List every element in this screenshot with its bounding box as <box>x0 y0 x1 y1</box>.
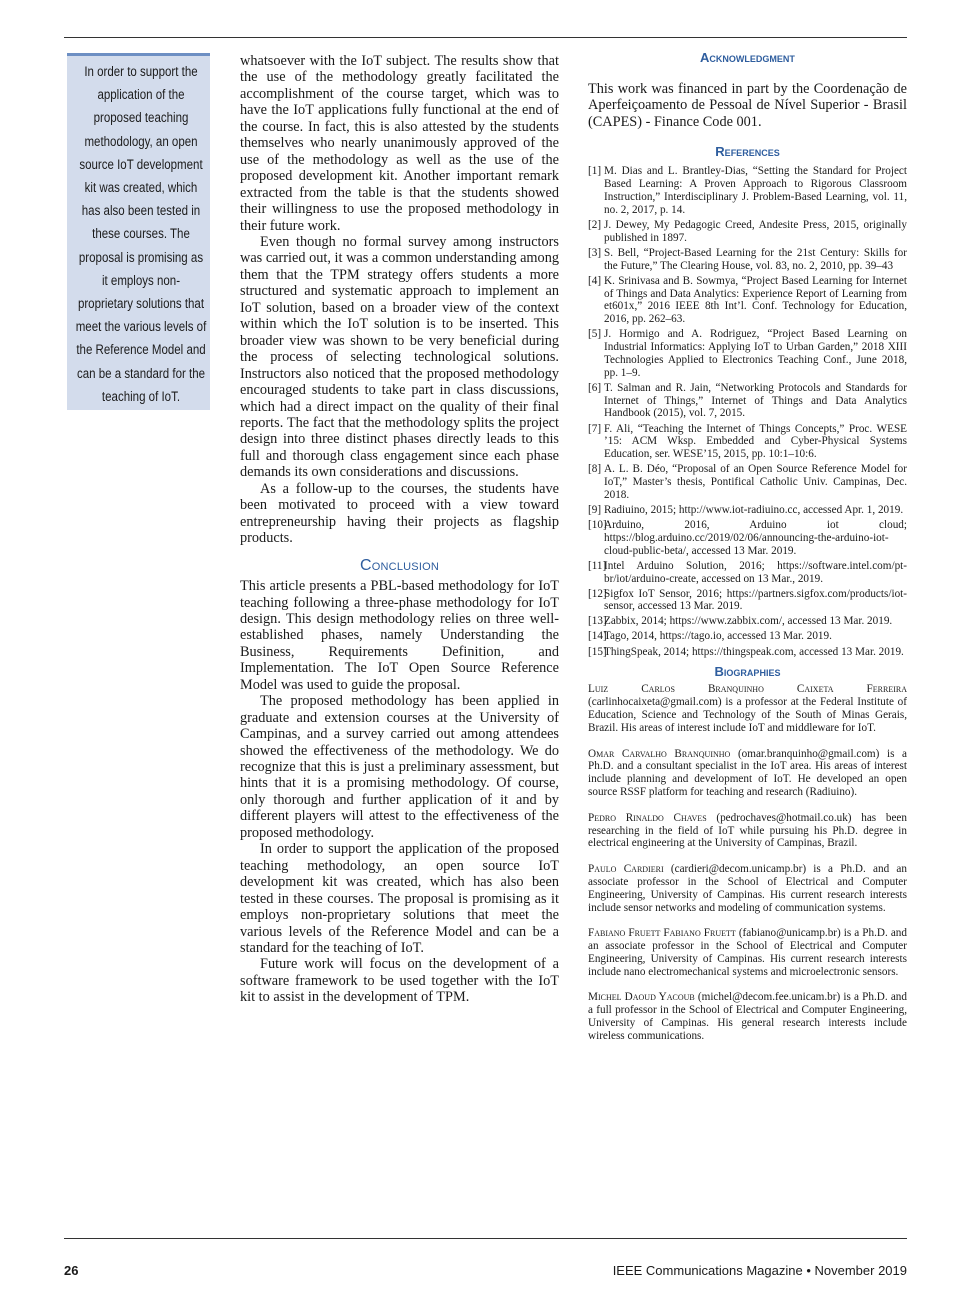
reference-item <box>588 219 907 245</box>
reference-text: Radiuino, 2015; http://www.iot-radiuino.cc, accessed Apr. 1, 2019. <box>604 503 904 516</box>
author-name: Pedro Rinaldo Chaves <box>588 811 707 824</box>
reference-number: [9] <box>588 503 602 516</box>
reference-text: A. L. B. Déo, “Proposal of an Open Source Reference Model for IoT,” Master’s thesis, Pontifical Catholic Univ. Campinas, Dec. 2018. <box>604 463 907 501</box>
reference-item <box>588 646 907 659</box>
body-paragraph: In order to support the application of the proposed teaching methodology, an open source IoT development kit was created, which has also been tested in these courses. The proposal is promising as it employs non-proprietary solutions that meet the various levels of the Reference Model and can be a standard for the teaching of IoT. <box>240 841 559 957</box>
reference-item <box>588 328 907 379</box>
biography-text: (carlinhocaixeta@gmail.com) is a professor at the Federal Institute of Education, Science and Technology of the South of Minas Gerais, Brazil. His areas of interest include IoT and middleware for IoT. <box>588 696 907 734</box>
biography-entry <box>588 683 907 734</box>
body-paragraph: Even though no formal survey among instructors was carried out, it was a common understanding among them that the TPM strategy offers students a more structured and systematic approach to implement an IoT solution, based on a broader view of the context within which the IoT solution is to be inserted. This broader view was shown to be very beneficial during the process of selecting technological solutions. Instructors also noticed that the proposed methodology encouraged students to take part in class discussions, which had a direct impact on the quality of their final reports. The fact that the methodology splits the project design into three distinct phases directly leads to this full and thorough class engagement since each phase demands its own considerations and discussions. <box>240 233 559 481</box>
author-name: Luiz Carlos Branquinho Caixeta Ferreira <box>588 683 907 696</box>
body-paragraph: Future work will focus on the development of a software framework to be used together with the IoT kit to assist in the development of TPM. <box>240 956 559 1006</box>
page-number: 26 <box>64 1263 79 1278</box>
reference-number: [14] <box>588 630 607 643</box>
biography-entry <box>588 748 907 799</box>
reference-item <box>588 504 907 517</box>
magazine-footer: IEEE Communications Magazine • November 2019 <box>612 1263 907 1278</box>
reference-text: J. Dewey, My Pedagogic Creed, Andesite Press, 2015, originally published in 1897. <box>604 218 907 244</box>
reference-text: Sigfox IoT Sensor, 2016; https://partners.sigfox.com/products/iot-sensor, accessed 13 Mar. 2019. <box>604 587 907 613</box>
reference-text: Zabbix, 2014; https://www.zabbix.com/, accessed 13 Mar. 2019. <box>604 615 893 628</box>
biography-text: (pedrochaves@hotmail.co.uk) has been researching in the field of IoT while pursuing his Ph.D. degree in electrical engineering at the University of Campinas, Brazil. <box>588 811 907 850</box>
reference-text: M. Dias and L. Brantley-Dias, “Setting the Standard for Project Based Learning: A Proven Approach to Rigorous Classroom Instruction,” Interdisciplinary J. Problem-Based Learning, vol. 11, no. 2, 2017, p. 14. <box>604 165 907 216</box>
reference-number: [8] <box>588 463 602 476</box>
reference-item <box>588 165 907 216</box>
reference-text: T. Salman and R. Jain, “Networking Protocols and Standards for Internet of Things,” Internet of Things and Data Analytics Handbook (2015), vol. 7, 2015. <box>604 381 907 420</box>
bottom-rule <box>64 1238 907 1239</box>
reference-number: [13] <box>588 615 607 628</box>
reference-list <box>588 165 907 658</box>
acknowledgment-text: This work was financed in part by the Coordenação de Aperfeiçoamento de Pessoal de Nível Superior - Brasil (CAPES) - Finance Code 001. <box>588 81 907 130</box>
reference-number: [2] <box>588 218 602 231</box>
reference-number: [1] <box>588 165 602 178</box>
author-name: Michel Daoud Yacoub <box>588 991 695 1004</box>
reference-number: [10] <box>588 518 607 531</box>
biography-text: (omar.branquinho@gmail.com) is a Ph.D. and a consultant specialist in the IoT area. His areas of interest include planning and development of IoT. He developed an open source RSSF platform for teaching and research (Radiuino). <box>588 747 907 799</box>
pull-quote-box <box>67 53 210 410</box>
reference-number: [5] <box>588 328 602 341</box>
author-name: Omar Carvalho Branquinho <box>588 747 731 760</box>
reference-item <box>588 630 907 643</box>
references-heading: References <box>715 144 780 160</box>
biography-entry <box>588 991 907 1042</box>
main-text-column <box>240 53 559 1006</box>
biography-entry <box>588 863 907 914</box>
right-column <box>588 50 907 1056</box>
body-paragraph: The proposed methodology has been applied in graduate and extension courses at the University of Campinas, and a survey carried out among attendees showed the effectiveness of the methodology. We do recognize that this is just a preliminary assessment, but hints that it is a promising methodology. Of course, only thorough and further application of it and by different players will attest to the effectiveness of the proposed methodology. <box>240 693 559 841</box>
body-paragraph: This article presents a PBL-based methodology for IoT teaching following a three-phase methodology for IoT design. This design methodology relies on three well-established phases, namely Understanding the Business, Requirements Definition, and Implementation. The IoT Open Source Reference Model was used to guide the proposal. <box>240 578 559 693</box>
biography-list <box>588 683 907 1042</box>
conclusion-heading: Conclusion <box>360 556 439 574</box>
reference-item <box>588 423 907 462</box>
reference-number: [3] <box>588 246 602 259</box>
reference-text: Intel Arduino Solution, 2016; https://software.intel.com/pt-br/iot/arduino-create, accessed on 13 Mar., 2019. <box>604 559 907 585</box>
reference-item <box>588 463 907 502</box>
reference-number: [4] <box>588 274 602 287</box>
reference-item <box>588 247 907 273</box>
biography-text: (cardieri@decom.unicamp.br) is a Ph.D. and an associate professor in the School of Electrical and Computer Engineering, University of Campinas. His current research interests include sensor networks and modeling of communication systems. <box>588 863 907 914</box>
author-name: Paulo Cardieri <box>588 863 664 876</box>
reference-item <box>588 560 907 586</box>
top-rule <box>64 37 907 38</box>
reference-item <box>588 519 907 558</box>
author-name: Fabiano Fruett Fabiano Fruett <box>588 927 736 940</box>
acknowledgment-heading: Acknowledgment <box>700 50 795 65</box>
body-paragraph: whatsoever with the IoT subject. The results show that the use of the methodology greatly facilitated the accomplishment of the course target, which was to have the IoT applications fully functional at the end of the course. In fact, this is also attested by the students themselves who nearly unanimously approved of the use of the methodology as well as the use of the proposed development kit. Another important remark extracted from the table is that the students showed their willingness to use the proposed methodology in their future work. <box>240 53 559 234</box>
reference-number: [7] <box>588 422 602 435</box>
body-paragraph: As a follow-up to the courses, the students have been motivated to proceed with a view toward entrepreneurship having their projects as flagship products. <box>240 480 559 547</box>
reference-item <box>588 588 907 614</box>
pull-quote-text: In order to support the application of the proposed teaching methodology, an open source IoT development kit was created, which has also been tested in these courses. The proposal is promising as it employs non-proprietary solutions that meet the various levels of the Reference Model and can be a standard for the teaching of IoT. <box>75 64 207 404</box>
biography-text: (michel@decom.fee.unicam.br) is a Ph.D. and a full professor in the School of Electrical and Computer Engineering, University of Campinas. His general research interests include wireless communications. <box>588 991 907 1042</box>
reference-item <box>588 382 907 421</box>
biographies-heading: Biographies <box>714 664 781 680</box>
reference-text: F. Ali, “Teaching the Internet of Things Concepts,” Proc. WESE ’15: ACM Wksp. Embedded and Cyber-Physical Systems Education, ser. WESE’15, 2015, pp. 10:1–10:6. <box>604 422 907 461</box>
reference-number: [12] <box>588 587 607 600</box>
reference-text: S. Bell, “Project-Based Learning for the 21st Century: Skills for the Future,” The Clearing House, vol. 83, no. 2, 2010, pp. 39–43 <box>604 246 907 272</box>
reference-number: [11] <box>588 559 607 572</box>
reference-number: [6] <box>588 381 602 394</box>
reference-text: Tago, 2014, https://tago.io, accessed 13 Mar. 2019. <box>604 630 832 643</box>
biography-entry <box>588 927 907 978</box>
reference-number: [15] <box>588 645 607 658</box>
reference-text: ThingSpeak, 2014; https://thingspeak.com, accessed 13 Mar. 2019. <box>604 645 904 658</box>
biography-text: (fabiano@unicamp.br) is a Ph.D. and an associate professor in the School of Electrical and Computer Engineering, University of Campinas. His current research interests include nano electromechanical systems and microelectronic sensors. <box>588 927 907 978</box>
reference-text: Arduino, 2016, Arduino iot cloud; https://blog.arduino.cc/2019/02/06/announcing-the-arduino-iot-cloud-public-beta/, accessed 13 Mar. 2019. <box>604 518 907 557</box>
reference-item <box>588 275 907 326</box>
reference-item <box>588 615 907 628</box>
reference-text: K. Srinivasa and B. Sowmya, “Project Based Learning for Internet of Things and Data Analytics: Experience Report of Learning from et601x,” 2016 IEEE 8th Int’l. Conf. Technology for Education, 2016, pp. 262–63. <box>604 274 907 326</box>
biography-entry <box>588 812 907 851</box>
reference-text: J. Hormigo and A. Rodriguez, “Project Based Learning on Industrial Informatics: Applying IoT to Urban Garden,” 2018 XIII Technologies Applied to Electronics Teaching Conf., June 2018, pp. 1–9. <box>604 328 907 379</box>
